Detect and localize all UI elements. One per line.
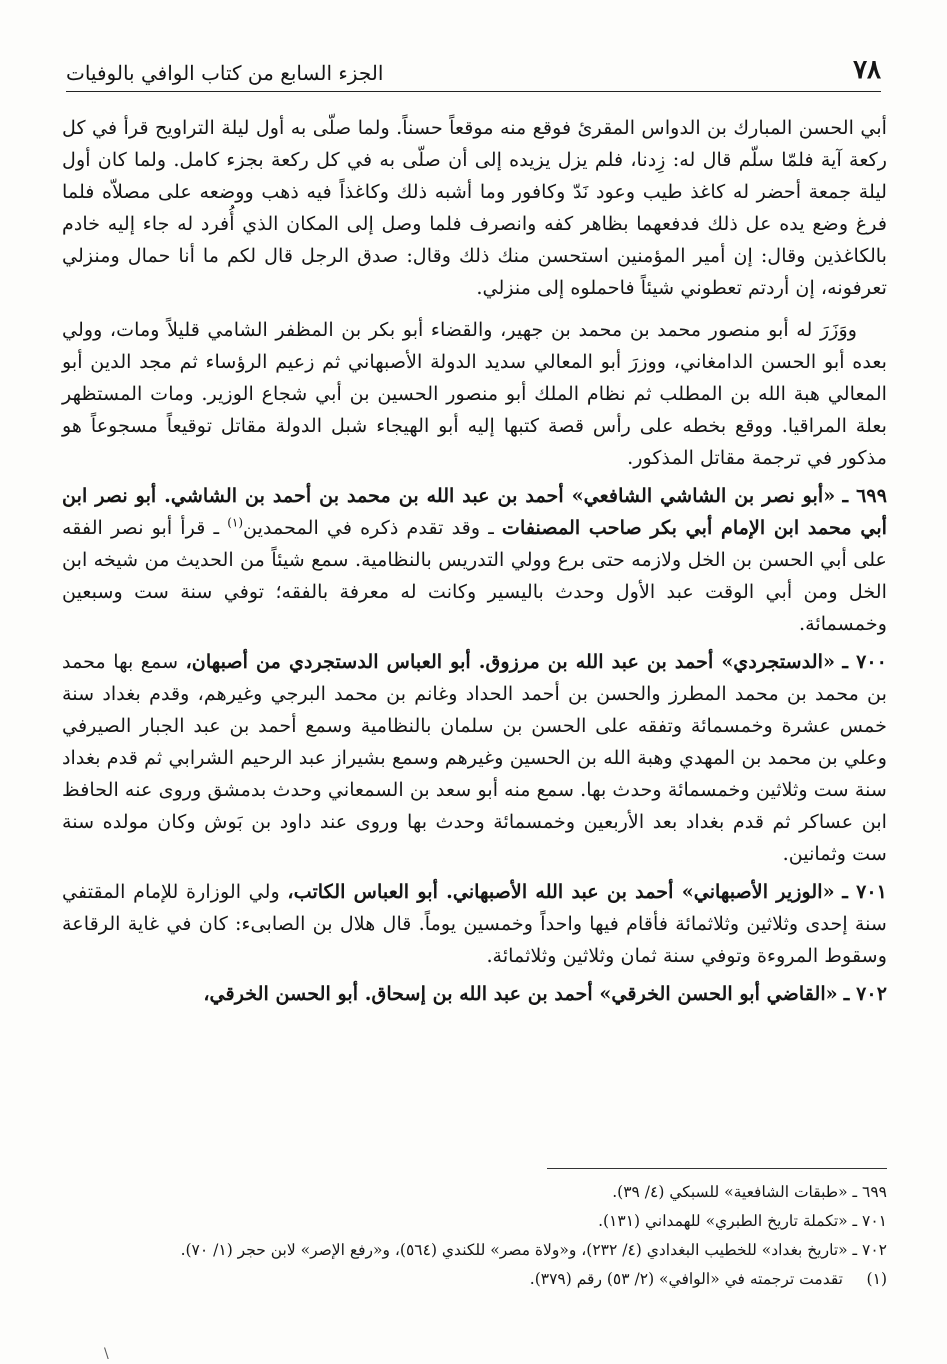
footnote-divider <box>547 1168 887 1169</box>
entry-number: ٧٠٢ ـ <box>843 982 887 1005</box>
entry-702 <box>62 978 887 1010</box>
footnotes <box>62 1178 887 1294</box>
running-title: الجزء السابع من كتاب الوافي بالوفيات <box>66 61 384 85</box>
footnote-text: تقدمت ترجمته في «الوافي» (٢/ ٥٣) رقم (٣٧٩). <box>529 1270 843 1288</box>
entry-701 <box>62 876 887 972</box>
footnote-702: ٧٠٢ ـ «تاريخ بغداد» للخطيب البغدادي (٤/ ٢٣٢)، و«ولاة مصر» للكندي (٥٦٤)، و«رفع الإصر» لابن حجر (١/ ٧٠). <box>180 1241 887 1259</box>
entry-number: ٧٠١ ـ <box>842 880 887 903</box>
entry-heading: «الدستجردي» أحمد بن عبد الله بن مرزوق. أبو العباس الدستجردي من أصبهان، <box>185 650 835 673</box>
entry-number: ٦٩٩ ـ <box>842 484 887 507</box>
main-text <box>62 112 887 1010</box>
paragraph-vizier: ووَزَرَ له أبو منصور محمد بن محمد بن جهير، والقضاء أبو بكر بن المظفر الشامي قليلاً ومات، وولي بعده أبو الحسن الدامغاني، ووزرَ أبو المعالي سديد الدولة الأصبهاني ثم زعيم الرؤساء ثم مجد الدين أبو المعالي هبة الله بن المطلب ثم نظام الملك أبو منصور الحسين بن أبي شجاع الوزير. ومات المستظهر بعلة المراقيا. ووقع بخطه على رأس قصة كتبها إليه أبو الهيجاء شبل الدولة مقاتل توقيعاً مسجوعاً هو مذكور في ترجمة مقاتل المذكور. <box>62 318 887 469</box>
entry-number: ٧٠٠ ـ <box>842 650 887 673</box>
entry-text: ولي الوزارة للإمام المقتفي سنة إحدى وثلاثين وثلاثمائة فأقام فيها واحداً وخمسين يوماً. قال هلال بن الصابىء: كان في غاية الرقاعة وسقوط المروءة وتوفي سنة ثمان وثلاثين وثلاثمائة. <box>62 880 887 967</box>
entry-heading: «أبو نصر بن الشاشي الشافعي» أحمد بن عبد الله بن محمد بن أحمد بن الشاشي. أبو نصر ابن أبي محمد ابن الإمام أبي بكر صاحب المصنفات <box>62 484 887 539</box>
page-number: ٧٨ <box>853 55 881 85</box>
running-header <box>66 52 881 92</box>
entry-text: سمع بها محمد بن محمد بن محمد المطرز والحسن بن أحمد الحداد وغانم بن محمد البرجي وغيرهم، وقدم بغداد سنة خمس عشرة وخمسمائة وتفقه على الحسن بن سلمان بالنظامية وسمع أحمد بن عبد الجبار الصيرفي وعلي بن محمد بن المهدي وهبة الله بن الحسين وغيرهم وسمع بشيراز عبد الرحيم الشرابي ثم قدم بغداد سنة ست وثلاثين وخمسمائة وحدث بها. سمع منه أبو سعد بن السمعاني وحدث بدمشق وروى عنه الحافظ ابن عساكر ثم قدم بغداد بعد الأربعين وخمسمائة وحدث بها وروى عند داود بن بَوش وكان مولده سنة ست وثمانين. <box>62 650 887 865</box>
footnote-699: ٦٩٩ ـ «طبقات الشافعية» للسبكي (٤/ ٣٩). <box>612 1183 887 1201</box>
footnote-701: ٧٠١ ـ «تكملة تاريخ الطبري» للهمداني (١٣١). <box>598 1212 887 1230</box>
entry-heading: «القاضي أبو الحسن الخرقي» أحمد بن عبد الله بن إسحاق. أبو الحسن الخرقي، <box>203 982 838 1005</box>
entry-text: ـ قرأ أبو نصر الفقه على أبي الحسن بن الخل ولازمه حتى برع وولي التدريس بالنظامية. سمع شيئاً من الحديث من شيخه ابن الخل ومن أبي الوقت عبد الأول وحدث باليسير وكانت له معرفة بالفقه؛ توفي سنة ست وسبعين وخمسمائة. <box>62 516 887 635</box>
entry-700 <box>62 646 887 870</box>
footnote-number: (١) <box>866 1270 887 1288</box>
footnote-marker[interactable]: (١) <box>227 515 244 530</box>
entry-reference: ـ وقد تقدم ذكره في المحمدين <box>243 516 502 539</box>
entry-heading: «الوزير الأصبهاني» أحمد بن عبد الله الأصبهاني. أبو العباس الكاتب، <box>287 880 835 903</box>
footnote-1 <box>62 1265 887 1294</box>
margin-stroke: \ <box>104 1346 109 1362</box>
entry-699 <box>62 480 887 640</box>
paragraph-continuation: أبي الحسن المبارك بن الدواس المقرئ فوقع منه موقعاً حسناً. ولما صلّى به أول ليلة التراويح قرأ في كل ركعة آية فلمّا سلّم قال له: زِدنا، فلم يزل يزيده إلى أن صلّى به في كل ركعة بجزء كامل. ولما كان أول ليلة جمعة أحضر له كاغذ طيب وعود نَدّ وكافور وما أشبه ذلك وكاغذاً فيه ذهب ووضعه على مصلاّه فلما فرغ وضع يده عل ذلك فدفعهما بظاهر كفه وانصرف فلما وصل إلى المكان الذي أُفرد له جاء إليه خادم بالكاغذين وقال: إن أمير المؤمنين استحسن منك ذلك وقال: صدق الرجل قال لكم ما أنا حمال ومنزلي تعرفونه، إن أردتم تعطوني شيئاً فاحملوه إلى منزلي. <box>62 116 887 299</box>
